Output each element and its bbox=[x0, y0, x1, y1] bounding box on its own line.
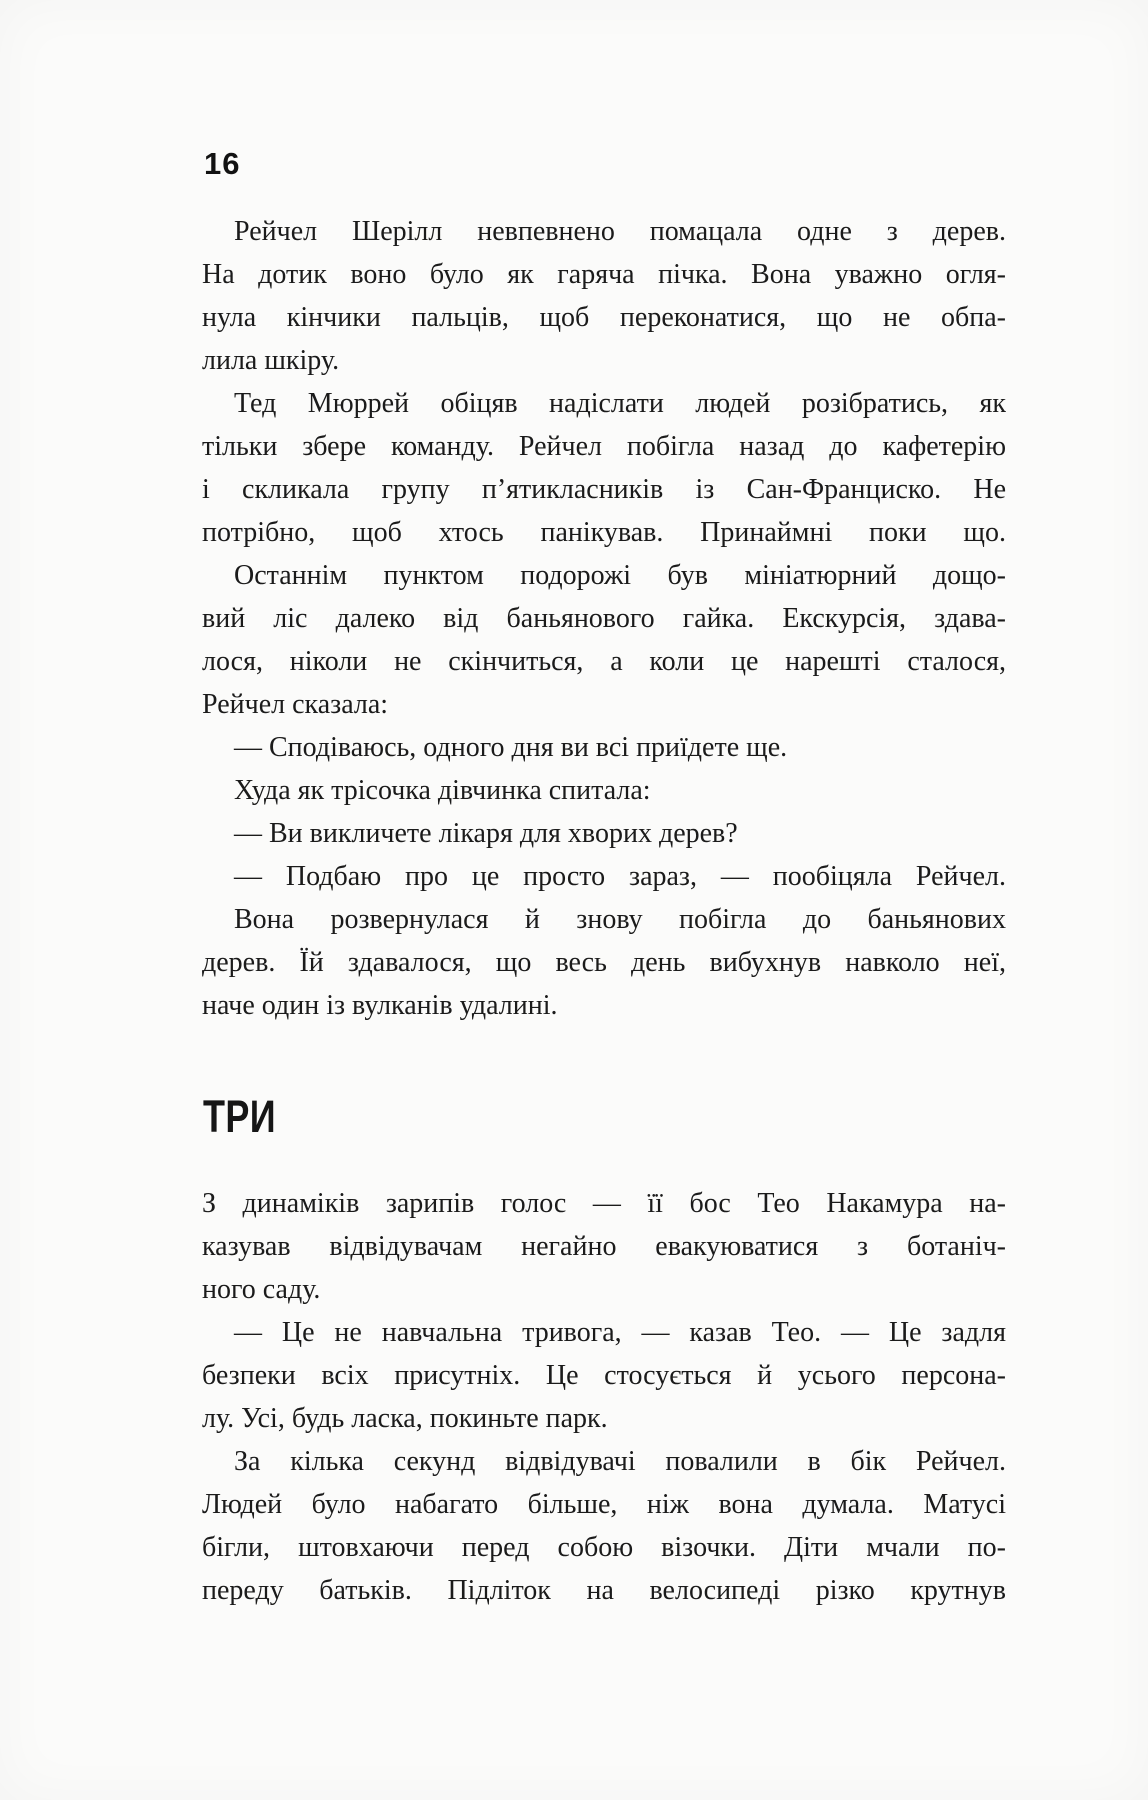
text-line: казував відвідувачам негайно евакуюватися з ботаніч- bbox=[202, 1231, 1006, 1262]
text-line: переду батьків. Підліток на велосипеді різко крутнув bbox=[202, 1575, 1006, 1606]
text-line: Людей було набагато більше, ніж вона думала. Матусі bbox=[202, 1489, 1006, 1520]
text-line: ного саду. bbox=[202, 1274, 321, 1305]
text-line: безпеки всіх присутніх. Це стосується й усього персона- bbox=[202, 1360, 1006, 1391]
dialogue-line: — Подбаю про це просто зараз, — пообіцяла Рейчел. bbox=[234, 861, 1006, 892]
text-line: дерев. Їй здавалося, що весь день вибухнув навколо неї, bbox=[202, 947, 1006, 978]
text-line: Худа як трісочка дівчинка спитала: bbox=[234, 775, 651, 806]
text-line: Рейчел Шерілл невпевнено помацала одне з дерев. bbox=[234, 216, 1006, 247]
text-line: потрібно, щоб хтось панікував. Принаймні поки що. bbox=[202, 517, 1006, 548]
text-line: бігли, штовхаючи перед собою візочки. Діти мчали по- bbox=[202, 1532, 1006, 1563]
text-line: лу. Усі, будь ласка, покиньте парк. bbox=[202, 1403, 608, 1434]
chapter-heading: ТРИ bbox=[203, 1091, 277, 1142]
text-line: Тед Мюррей обіцяв надіслати людей розібратись, як bbox=[234, 388, 1006, 419]
text-line: Рейчел сказала: bbox=[202, 689, 389, 720]
text-line: і скликала групу п’ятикласників із Сан-Франциско. Не bbox=[202, 474, 1006, 505]
text-line: нула кінчики пальців, щоб переконатися, що не обпа- bbox=[202, 302, 1006, 333]
text-line: наче один із вулканів удалині. bbox=[202, 990, 558, 1021]
text-line: На дотик воно було як гаряча пічка. Вона уважно огля- bbox=[202, 259, 1006, 290]
dialogue-line: — Ви викличете лікаря для хворих дерев? bbox=[234, 818, 738, 849]
text-line: тільки збере команду. Рейчел побігла назад до кафетерію bbox=[202, 431, 1006, 462]
page-number: 16 bbox=[204, 146, 241, 181]
text-line: лося, ніколи не скінчиться, а коли це нарешті сталося, bbox=[202, 646, 1006, 677]
text-line: вий ліс далеко від баньянового гайка. Екскурсія, здава- bbox=[202, 603, 1006, 634]
section-chapter-three-text bbox=[202, 1182, 1006, 1612]
text-line: лила шкіру. bbox=[202, 345, 340, 376]
dialogue-line: — Це не навчальна тривога, — казав Тео. — Це задля bbox=[234, 1317, 1006, 1348]
text-line: Останнім пунктом подорожі був мініатюрний дощо- bbox=[234, 560, 1006, 591]
text-line: Вона розвернулася й знову побігла до баньянових bbox=[234, 904, 1006, 935]
text-line: За кілька секунд відвідувачі повалили в бік Рейчел. bbox=[234, 1446, 1006, 1477]
dialogue-line: — Сподіваюсь, одного дня ви всі приїдете ще. bbox=[234, 732, 788, 763]
text-line: З динаміків зарипів голос — її бос Тео Накамура на- bbox=[202, 1188, 1006, 1219]
section-chapter-two-text bbox=[202, 210, 1006, 1027]
